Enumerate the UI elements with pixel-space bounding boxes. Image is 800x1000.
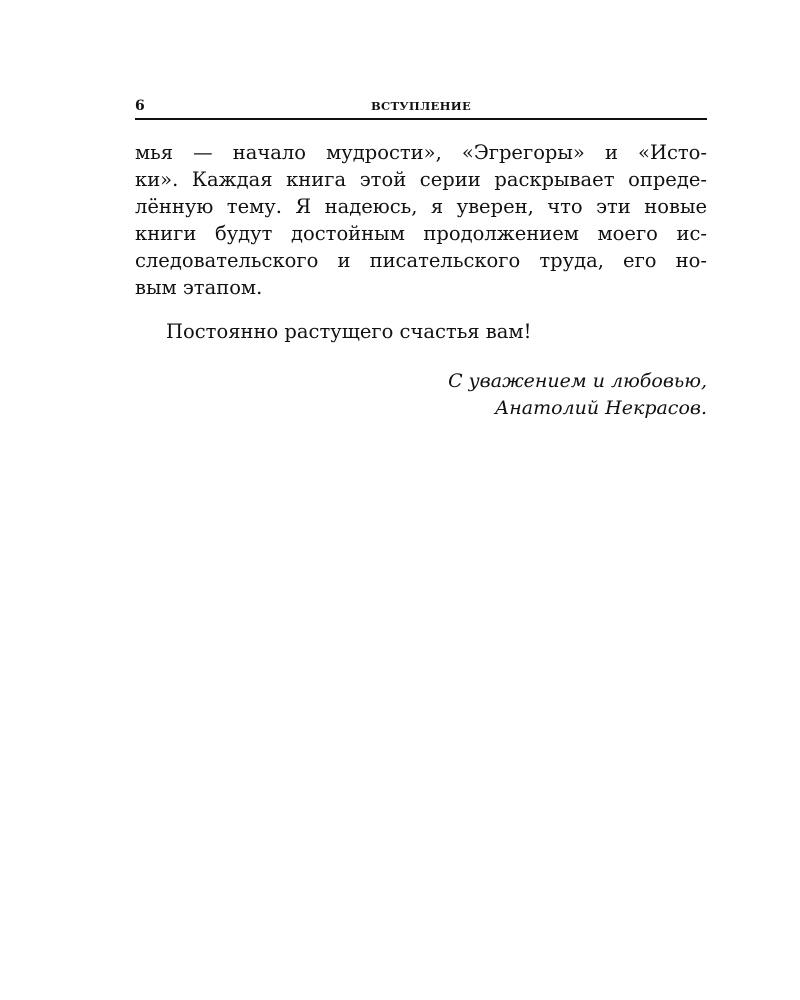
closing-paragraph: Постоянно растущего счастья вам! bbox=[166, 320, 532, 343]
text-line: ки». Каждая книга этой серии раскрывает опреде- bbox=[135, 168, 707, 191]
text-line: книги будут достойным продолжением моего ис- bbox=[135, 222, 707, 245]
text-line: вым этапом. bbox=[135, 276, 263, 299]
body-paragraph bbox=[135, 139, 707, 301]
signature-block bbox=[448, 368, 707, 422]
text-line: мья — начало мудрости», «Эгрегоры» и «Исто- bbox=[135, 141, 707, 164]
signature-greeting: С уважением и любовью, bbox=[448, 370, 707, 392]
running-head-title: ВСТУПЛЕНИЕ bbox=[370, 99, 472, 113]
text-line: лённую тему. Я надеюсь, я уверен, что эти новые bbox=[135, 195, 707, 218]
signature-author: Анатолий Некрасов. bbox=[494, 397, 707, 419]
page-number: 6 bbox=[135, 98, 145, 114]
page-header bbox=[135, 98, 707, 120]
text-line: следовательского и писательского труда, его но- bbox=[135, 249, 707, 272]
